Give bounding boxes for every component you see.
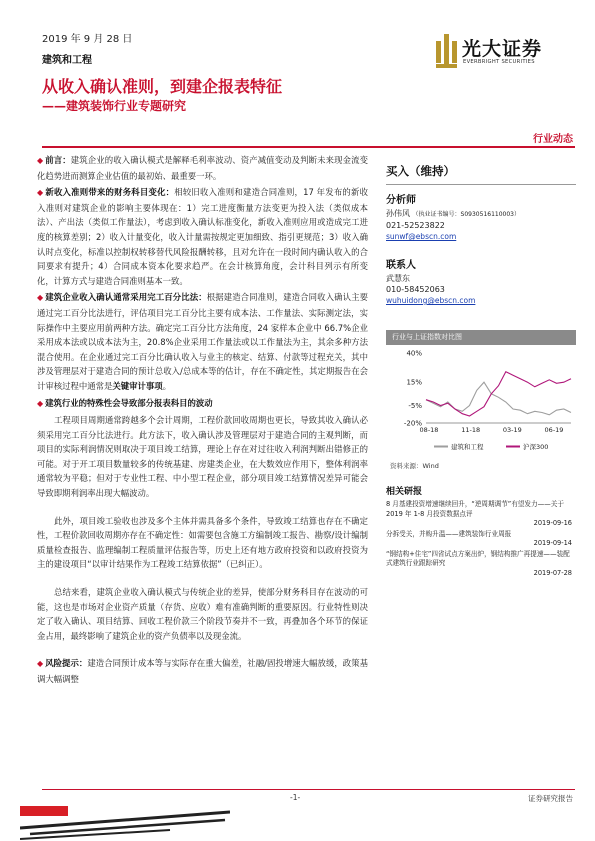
new-standard-text: 相较旧收入准则和建造合同准则，17 年发布的新收入准则对建筑企业的影响主要体现在：1）完工进度衡量方法变更为投入法（类似成本法）、产出法（类似工作量法），考虑到收入确认标准变化，新收入准则应用或造成完工进度的核算差别；2）收入计量变化，收入计量需按规定更加细致、指引更规范；3）收入确认时点变化，标准以控制权转移替代风险报酬转移，且对允许在一段时间内确认收入的合同要求有提升；4）合同成本资本化要求趋严。在会计核算角度，会计科目列示有所变化，计算方式与建造合同准则基本一致。 xyxy=(37,187,368,286)
industry-special-label: 建筑行业的特殊性会导致部分报表科目的波动 xyxy=(45,397,213,408)
logo-english-name: EVERBRIGHT SECURITIES xyxy=(463,59,535,65)
industry-special-heading xyxy=(37,396,368,412)
risk-paragraph xyxy=(37,656,368,686)
new-standard-label: 新收入准则带来的财务科目变化： xyxy=(45,187,175,198)
analyst-email-link[interactable]: sunwf@ebscn.com xyxy=(386,232,457,241)
contact-heading: 联系人 xyxy=(386,260,416,271)
index-comparison-chart xyxy=(386,330,576,458)
rating-label: 买入（维持） xyxy=(386,164,455,178)
x-tick-label: 06-19 xyxy=(544,426,564,434)
series-line-1 xyxy=(426,372,571,416)
header-divider xyxy=(42,146,575,148)
related-item-date: 2019-07-28 xyxy=(533,568,572,577)
related-item[interactable] xyxy=(386,500,576,529)
contact-name: 武慧东 xyxy=(386,274,410,283)
report-title: 从收入确认准则，到建企报表特征 xyxy=(42,77,283,96)
x-tick-label: 03-19 xyxy=(502,426,522,434)
contact-email-link[interactable]: wuhuidong@ebscn.com xyxy=(386,296,476,305)
watermark-stamp xyxy=(20,806,230,840)
report-category: 建筑和工程 xyxy=(42,55,92,66)
analyst-info xyxy=(386,208,576,242)
related-item[interactable] xyxy=(386,530,576,549)
diamond-bullet-icon: ◆ xyxy=(37,156,44,165)
sidebar-divider xyxy=(386,184,576,185)
report-subtitle: ——建筑装饰行业专题研究 xyxy=(42,99,187,113)
related-item-title[interactable]: 8 月基建投资增速继续回升，“逆周期调节”有望发力——关于 2019 年 1-8 月投资数据点评 xyxy=(386,500,564,518)
percentage-method-text-c: 在企业通过完工百分比确认收入与业主的核定、结算、付款等过程充关，其中涉及管理层对于建造合同的预计总收入/总成本等的估计，存在不确定性，其定期报告在会计审核过程中通常是 xyxy=(37,351,368,391)
percentage-method-text-b: 24 家样本企业中 66.7%企业采用成本法或以成本法为主，20.8%企业采用工作量法或以工作量法为主，其余多种方法混合使用。 xyxy=(37,322,368,362)
diamond-bullet-icon: ◆ xyxy=(37,659,44,669)
analyst-cert: （执业证书编号：S0930516110003） xyxy=(412,211,520,218)
contact-info xyxy=(386,273,576,306)
series-line-0 xyxy=(426,382,571,415)
related-item[interactable] xyxy=(386,550,576,579)
analyst-heading: 分析师 xyxy=(386,195,416,206)
percentage-method-text-a: 根据建造合同准则，建造合同收入确认主要通过完工百分比法进行，评估项目完工百分比主要有成本法、工作量法、实际测定法，实际操作中主要应用前两种方法。确定完工百分比方法角度， xyxy=(37,292,369,333)
completion-acceptance-paragraph: 此外，项目竣工验收也涉及多个主体并需具备多个条件，导致竣工结算也存在不确定性，工程价款回收周期亦存在不确定性：如需要包含施工方编制竣工报告、勘察/设计编制质量检查报告、监理编制工程质量评估报告等，历史上还有地方政府投资和以政府投资为主的建设项目“以审计结果作为工程竣工结算依据”（已纠正）。 xyxy=(37,515,368,570)
related-item-title[interactable]: “钢结构+住宅”四省试点方案出炉，钢结构推广再提速——装配式建筑行业跟踪研究 xyxy=(386,549,570,567)
new-standard-paragraph xyxy=(37,185,368,288)
chart-plot xyxy=(386,345,576,458)
y-tick-label: 15% xyxy=(406,378,422,387)
brand-logo xyxy=(436,34,576,74)
diamond-bullet-icon: ◆ xyxy=(37,293,44,303)
related-research-heading: 相关研报 xyxy=(386,487,423,497)
intro-text: 建筑企业的收入确认模式是解释毛利率波动、资产减值变动及判断未来现金流变化趋势进而测算企业估值的最初始、最重要一环。 xyxy=(37,155,369,181)
chart-title: 行业与上证指数对比图 xyxy=(386,330,576,345)
y-tick-label: -20% xyxy=(403,419,422,428)
y-tick-label: 40% xyxy=(406,349,422,358)
percentage-method-paragraph xyxy=(37,290,368,393)
footer-divider xyxy=(42,789,575,790)
intro-paragraph xyxy=(37,153,368,183)
chart-source: 资料来源：Wind xyxy=(390,462,439,470)
percentage-method-end: 。 xyxy=(162,380,171,391)
contact-phone: 010-58452063 xyxy=(386,285,445,294)
diamond-bullet-icon: ◆ xyxy=(37,188,44,198)
risk-label: 风险提示： xyxy=(45,658,88,669)
y-tick-label: -5% xyxy=(408,402,422,410)
summary-paragraph: 总结来看，建筑企业收入确认模式与传统企业的差异，使部分财务科目存在波动的可能，这也是市场对企业资产质量（存货、应收）难有准确判断的重要原因。行业特性则决定了收入确认、项目结算、回收工程价款三个阶段节奏并不一致，再叠加各个环节的保证金占用，最终影响了建筑企业的资产负债率以及现金流。 xyxy=(37,587,368,641)
diamond-bullet-icon: ◆ xyxy=(37,398,44,408)
analyst-name: 孙伟风 xyxy=(386,209,410,218)
intro-label: 前言： xyxy=(45,155,71,165)
key-audit-matter: 关键审计事项 xyxy=(112,380,163,391)
x-tick-label: 08-18 xyxy=(419,426,439,434)
x-tick-label: 11-18 xyxy=(461,426,481,434)
page-number: -1- xyxy=(290,793,301,802)
risk-text: 建造合同预计成本等与实际存在重大偏差，社融/固投增速大幅放缓，政策基调大幅调整 xyxy=(37,658,369,684)
related-item-date: 2019-09-14 xyxy=(533,539,572,547)
legend-label: 沪深300 xyxy=(523,443,549,451)
main-body xyxy=(37,153,368,689)
report-type-label: 行业动态 xyxy=(533,134,573,145)
project-cycle-paragraph: 工程项目周期通常跨越多个会计周期，工程价款回收周期也更长，导致其收入确认必须采用完工百分比法进行。此方法下，收入确认涉及管理层对于建造合同的主观判断，而项目的实际利润情况则取决于项目竣工结算，理论上存在对过往收入利润判断出错修正的可能。对于开工项目数量较多的传统基建、房建类企业，在大数效应作用下，整体利润率通常较为平稳；但对于专业性工程、中小型工程企业，部分项目竣工结算情况差异可能会导致即期利润率出现大幅波动。 xyxy=(37,415,368,499)
analyst-phone: 021-52523822 xyxy=(386,221,445,230)
logo-mark-icon xyxy=(436,34,458,68)
logo-chinese-name: 光大证券 xyxy=(462,38,543,60)
report-date: 2019 年 9 月 28 日 xyxy=(42,34,133,45)
sidebar xyxy=(386,153,576,306)
related-item-title[interactable]: 分拆受关，并购升温——建筑装饰行业周报 xyxy=(386,529,512,538)
footer-label: 证券研究报告 xyxy=(528,794,573,803)
legend-label: 建筑和工程 xyxy=(451,443,484,451)
related-research-list xyxy=(386,500,576,579)
percentage-method-label: 建筑企业收入确认通常采用完工百分比法： xyxy=(45,292,207,303)
related-item-date: 2019-09-16 xyxy=(533,519,572,527)
